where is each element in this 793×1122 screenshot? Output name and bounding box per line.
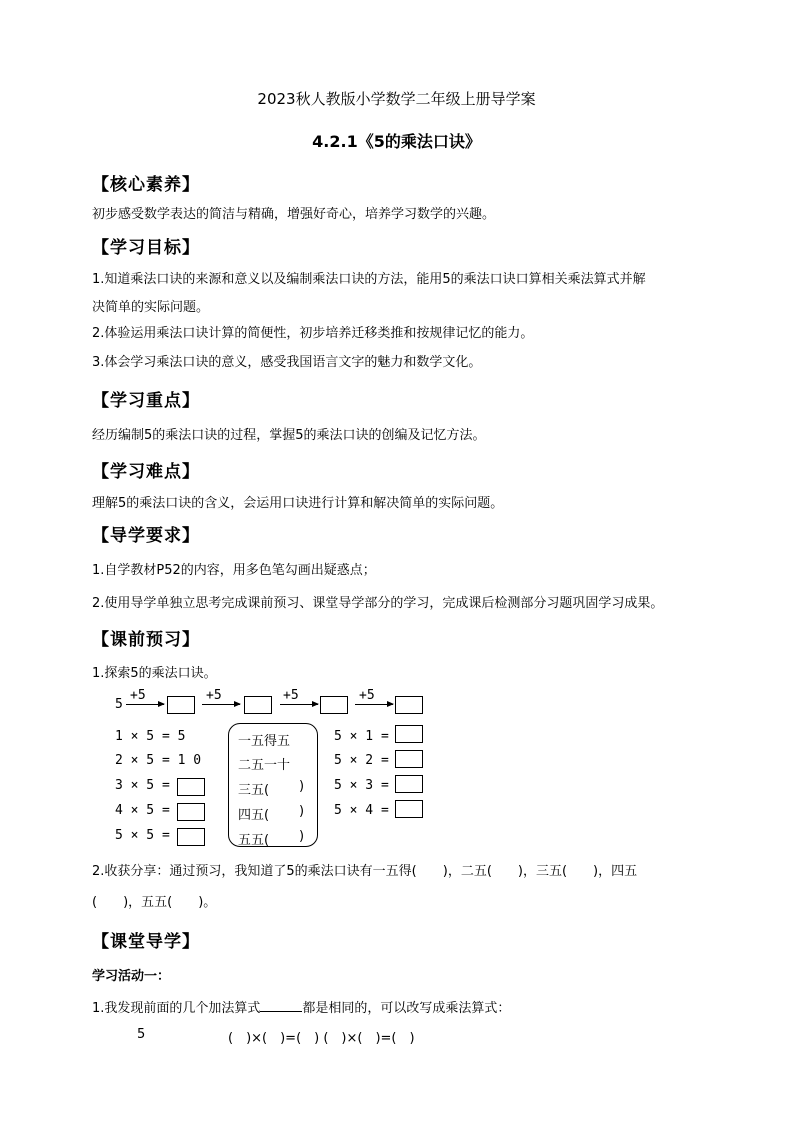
fill-blank[interactable]: [260, 999, 302, 1012]
rhyme: 五五(: [238, 833, 270, 848]
rhyme-close: ): [299, 804, 305, 819]
goal-line: 1.知道乘法口诀的来源和意义以及编制乘法口诀的方法，能用5的乘法口诀口算相关乘法算式并解: [92, 272, 646, 287]
equation: 2 × 5 = 1 0: [115, 753, 202, 768]
arrow-icon: [355, 704, 393, 705]
core-text: 初步感受数学表达的简洁与精确，增强好奇心，培养学习数学的兴趣。: [92, 207, 496, 222]
answer-box[interactable]: [395, 800, 423, 818]
answer-box[interactable]: [395, 696, 423, 714]
equation: 5 × 2 =: [334, 753, 389, 768]
equation: 1 × 5 = 5: [115, 729, 186, 744]
activity-label: 学习活动一：: [92, 969, 171, 984]
section-heading-key: 【学习重点】: [92, 391, 200, 411]
preview-q2-line2: ( )，五五( )。: [92, 895, 217, 910]
answer-box[interactable]: [395, 775, 423, 793]
answer-box[interactable]: [320, 696, 348, 714]
rhyme: 四五(: [238, 808, 270, 823]
arrow-icon: [126, 704, 164, 705]
key-text: 经历编制5的乘法口诀的过程，掌握5的乘法口诀的创编及记忆方法。: [92, 428, 486, 443]
step-label: +5: [130, 688, 146, 703]
arrow-icon: [202, 704, 240, 705]
class-q1-part-a: 1.我发现前面的几个加法算式: [92, 1001, 261, 1016]
row-start: 5: [137, 1027, 146, 1042]
preview-q2-line1: 2.收获分享：通过预习，我知道了5的乘法口诀有一五得( )，二五( )，三五( )，四五: [92, 864, 638, 879]
section-heading-preview: 【课前预习】: [92, 630, 200, 650]
section-heading-class: 【课堂导学】: [92, 932, 200, 952]
section-heading-goals: 【学习目标】: [92, 238, 200, 258]
rhyme: 三五(: [238, 783, 270, 798]
equation: 5 × 4 =: [334, 803, 389, 818]
rhyme-close: ): [299, 779, 305, 794]
requirement-line: 1.自学教材P52的内容，用多色笔勾画出疑惑点；: [92, 563, 376, 578]
difficulty-text: 理解5的乘法口诀的含义，会运用口诀进行计算和解决简单的实际问题。: [92, 496, 504, 511]
section-heading-core: 【核心素养】: [92, 175, 200, 195]
goal-line: 决简单的实际问题。: [92, 300, 210, 315]
section-heading-requirements: 【导学要求】: [92, 526, 200, 546]
equation: 3 × 5 =: [115, 778, 170, 793]
page-title: 2023秋人教版小学数学二年级上册导学案: [257, 90, 536, 108]
equation: 4 × 5 =: [115, 803, 170, 818]
arrow-icon: [280, 704, 318, 705]
answer-box[interactable]: [395, 750, 423, 768]
section-heading-difficulty: 【学习难点】: [92, 462, 200, 482]
answer-box[interactable]: [167, 696, 195, 714]
rhyme-close: ): [299, 829, 305, 844]
rhyme: 一五得五: [238, 734, 291, 749]
lesson-title: 4.2.1《5的乘法口诀》: [312, 132, 481, 151]
answer-box[interactable]: [395, 725, 423, 743]
class-q1-part-b: 都是相同的，可以改写成乘法算式：: [302, 1001, 511, 1016]
step-label: +5: [206, 688, 222, 703]
chain-start: 5: [115, 697, 123, 712]
step-label: +5: [359, 688, 375, 703]
requirement-line: 2.使用导学单独立思考完成课前预习、课堂导学部分的学习，完成课后检测部分习题巩固学习成果。: [92, 596, 664, 611]
equation: 5 × 5 =: [115, 828, 170, 843]
answer-box[interactable]: [177, 828, 205, 846]
answer-box[interactable]: [177, 803, 205, 821]
answer-box[interactable]: [177, 778, 205, 796]
equation: 5 × 1 =: [334, 729, 389, 744]
row-formula: ( )×( )=( ) ( )×( )=( ): [228, 1031, 415, 1046]
rhyme: 二五一十: [238, 758, 291, 773]
step-label: +5: [283, 688, 299, 703]
equation: 5 × 3 =: [334, 778, 389, 793]
answer-box[interactable]: [244, 696, 272, 714]
class-q1: [92, 997, 510, 1016]
goal-line: 3.体会学习乘法口诀的意义，感受我国语言文字的魅力和数学文化。: [92, 355, 482, 370]
preview-q1: 1.探索5的乘法口诀。: [92, 666, 217, 681]
goal-line: 2.体验运用乘法口诀计算的简便性，初步培养迁移类推和按规律记忆的能力。: [92, 326, 534, 341]
